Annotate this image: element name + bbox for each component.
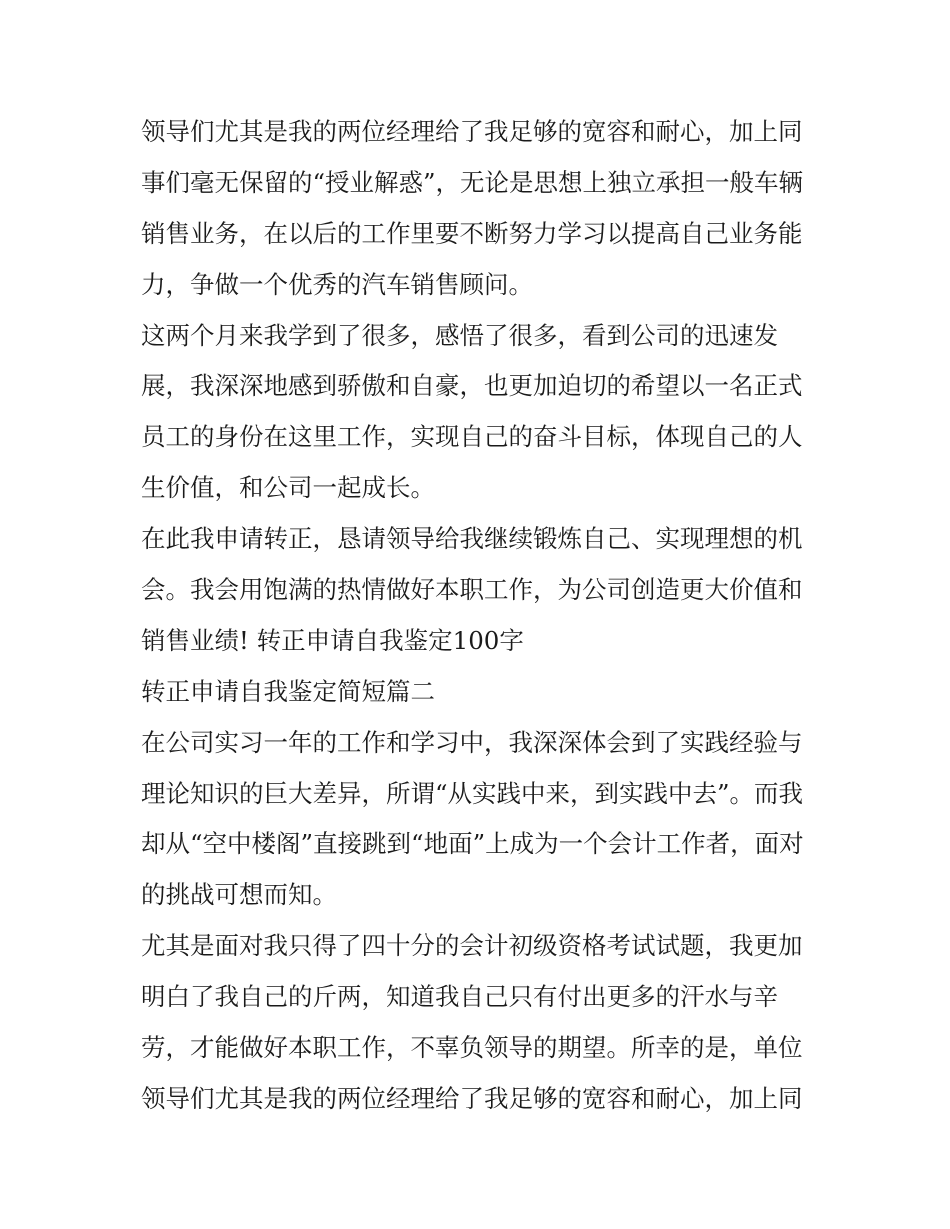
section-heading: 转正申请自我鉴定简短篇二 [141, 676, 435, 706]
text-line: 领导们尤其是我的两位经理给了我足够的宽容和耐心，加上同 [141, 1083, 803, 1113]
text-line: 员工的身份在这里工作，实现自己的奋斗目标，体现自己的人 [141, 422, 803, 452]
text-line: 领导们尤其是我的两位经理给了我足够的宽容和耐心，加上同 [141, 117, 803, 146]
text-line: 明白了我自己的斤两，知道我自己只有付出更多的汗水与辛 [141, 982, 778, 1012]
text-line: 在公司实习一年的工作和学习中，我深深体会到了实践经验与 [141, 727, 803, 757]
text-line: 销售业务，在以后的工作里要不断努力学习以提高自己业务能 [141, 218, 803, 248]
text-line: 劳，才能做好本职工作，不辜负领导的期望。所幸的是，单位 [141, 1033, 803, 1063]
text-line: 销售业绩! 转正申请自我鉴定100字 [141, 625, 524, 655]
text-line: 理论知识的巨大差异，所谓“从实践中来，到实践中去”。而我 [141, 778, 804, 808]
text-line: 展，我深深地感到骄傲和自豪，也更加迫切的希望以一名正式 [141, 371, 803, 401]
text-line: 会。我会用饱满的热情做好本职工作，为公司创造更大价值和 [141, 575, 803, 605]
text-line: 在此我申请转正，恳请领导给我继续锻炼自己、实现理想的机 [141, 524, 803, 554]
text-line: 这两个月来我学到了很多，感悟了很多，看到公司的迅速发 [141, 320, 778, 350]
text-line: 却从“空中楼阁”直接跳到“地面”上成为一个会计工作者，面对 [141, 829, 804, 859]
text-line: 生价值，和公司一起成长。 [141, 473, 435, 503]
text-line: 事们毫无保留的“授业解惑”，无论是思想上独立承担一般车辆 [141, 167, 804, 197]
text-line: 尤其是面对我只得了四十分的会计初级资格考试试题，我更加 [141, 931, 803, 961]
text-line: 的挑战可想而知。 [141, 880, 337, 910]
document-body [141, 107, 821, 1125]
text-line: 力，争做一个优秀的汽车销售顾问。 [141, 269, 533, 299]
